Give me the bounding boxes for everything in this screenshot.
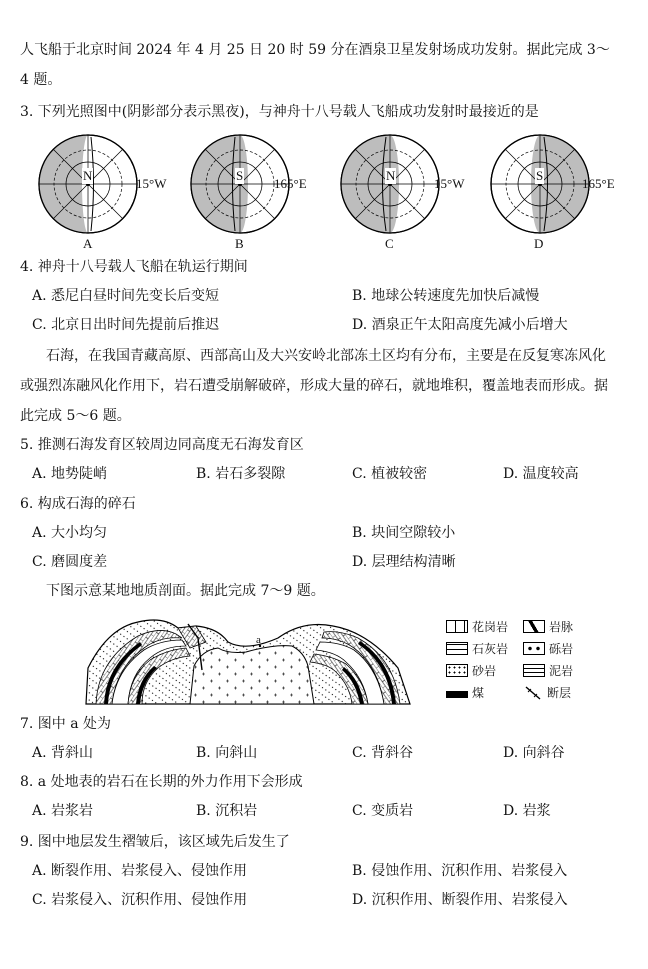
diagram-b-letter: B — [235, 236, 244, 251]
conglomerate-swatch-icon — [523, 642, 545, 655]
limestone-swatch-icon — [446, 642, 468, 655]
diagram-a-meridian: 15°W — [136, 176, 167, 191]
q7-option-b[interactable]: B. 向斜山 — [196, 745, 258, 761]
diagram-b-meridian: 165°E — [274, 176, 307, 191]
q7-option-c[interactable]: C. 背斜谷 — [352, 745, 414, 761]
q5-option-a[interactable]: A. 地势陡峭 — [32, 466, 108, 482]
diagram-b-pole: S — [236, 168, 244, 183]
legend-label-granite: 花岗岩 — [472, 620, 509, 634]
legend-label-fault: 断层 — [547, 686, 572, 700]
q8-option-b[interactable]: B. 沉积岩 — [196, 803, 258, 819]
diagram-d-meridian: 165°E — [582, 176, 615, 191]
q9-option-a[interactable]: A. 断裂作用、岩浆侵入、侵蚀作用 — [32, 863, 248, 879]
q4-option-a[interactable]: A. 悉尼白昼时间先变长后变短 — [32, 288, 220, 304]
legend-label-sandstone: 砂岩 — [472, 664, 497, 678]
diagram-d-pole: S — [536, 168, 544, 183]
q8-stem: 8. a 处地表的岩石在长期的外力作用下会形成 — [20, 774, 303, 790]
legend-label-coal: 煤 — [472, 686, 485, 700]
q9-option-d[interactable]: D. 沉积作用、断裂作用、岩浆侵入 — [352, 892, 568, 908]
diagram-d-letter: D — [534, 236, 544, 251]
diagram-c-pole: N — [386, 168, 396, 183]
dike-swatch-icon — [523, 620, 545, 633]
diagram-a-pole: N — [83, 168, 93, 183]
profile-point-a: a — [256, 634, 261, 646]
legend-limestone — [446, 640, 508, 657]
illumination-diagrams — [20, 128, 640, 258]
q9-option-c[interactable]: C. 岩浆侵入、沉积作用、侵蚀作用 — [32, 892, 248, 908]
passage2-line-2: 或强烈冻融风化作用下，岩石遭受崩解破碎，形成大量的碎石，就地堆积，覆盖地表而形成。据 — [20, 378, 608, 394]
q7-option-d[interactable]: D. 向斜谷 — [503, 745, 565, 761]
q5-stem: 5. 推测石海发育区较周边同高度无石海发育区 — [20, 437, 304, 453]
legend-coal — [446, 684, 484, 701]
diagram-a — [39, 135, 137, 233]
q8-option-a[interactable]: A. 岩浆岩 — [32, 803, 94, 819]
geological-profile — [78, 608, 438, 708]
q6-option-b[interactable]: B. 块间空隙较小 — [352, 525, 456, 541]
intro-line-1: 人飞船于北京时间 2024 年 4 月 25 日 20 时 59 分在酒泉卫星发射场成功发射。据此完成 3～ — [20, 42, 610, 58]
q5-option-c[interactable]: C. 植被较密 — [352, 466, 428, 482]
legend-granite — [446, 618, 508, 635]
legend-label-limestone: 石灰岩 — [472, 642, 509, 656]
q6-option-d[interactable]: D. 层理结构清晰 — [352, 554, 456, 570]
diagram-d — [491, 135, 589, 233]
coal-swatch-icon — [446, 691, 468, 698]
passage3: 下图示意某地地质剖面。据此完成 7～9 题。 — [46, 583, 325, 599]
q3-stem: 3. 下列光照图中(阴影部分表示黑夜)，与神舟十八号载人飞船成功发射时最接近的是 — [20, 104, 539, 120]
q8-option-c[interactable]: C. 变质岩 — [352, 803, 414, 819]
q5-option-d[interactable]: D. 温度较高 — [503, 466, 579, 482]
mudstone-swatch-icon — [523, 664, 545, 677]
q5-option-b[interactable]: B. 岩石多裂隙 — [196, 466, 286, 482]
passage2-line-3: 此完成 5～6 题。 — [20, 408, 131, 424]
diagram-c-meridian: 15°W — [434, 176, 465, 191]
legend-conglomerate — [523, 640, 573, 657]
legend-fault — [523, 684, 571, 701]
q4-option-c[interactable]: C. 北京日出时间先提前后推迟 — [32, 317, 220, 333]
diagram-a-letter: A — [83, 236, 93, 251]
sandstone-swatch-icon — [446, 664, 468, 677]
q8-option-d[interactable]: D. 岩浆 — [503, 803, 551, 819]
legend-label-conglomerate: 砾岩 — [549, 642, 574, 656]
q4-option-d[interactable]: D. 酒泉正午太阳高度先减小后增大 — [352, 317, 568, 333]
intro-line-2: 4 题。 — [20, 72, 62, 88]
q9-stem: 9. 图中地层发生褶皱后，该区域先后发生了 — [20, 834, 290, 850]
q6-stem: 6. 构成石海的碎石 — [20, 496, 136, 512]
q7-stem: 7. 图中 a 处为 — [20, 716, 112, 732]
q6-option-a[interactable]: A. 大小均匀 — [32, 525, 108, 541]
q7-option-a[interactable]: A. 背斜山 — [32, 745, 94, 761]
legend-label-dike: 岩脉 — [549, 620, 574, 634]
q4-option-b[interactable]: B. 地球公转速度先加快后减慢 — [352, 288, 540, 304]
diagram-c — [341, 135, 439, 233]
legend-mudstone — [523, 662, 573, 679]
q9-option-b[interactable]: B. 侵蚀作用、沉积作用、岩浆侵入 — [352, 863, 568, 879]
legend-label-mudstone: 泥岩 — [549, 664, 574, 678]
diagram-c-letter: C — [385, 236, 394, 251]
legend-sandstone — [446, 662, 496, 679]
passage2-line-1: 石海，在我国青藏高原、西部高山及大兴安岭北部冻土区均有分布，主要是在反复寒冻风化 — [46, 348, 606, 364]
fault-symbol-icon — [523, 686, 543, 700]
q4-stem: 4. 神舟十八号载人飞船在轨运行期间 — [20, 259, 248, 275]
legend-dike — [523, 618, 573, 635]
granite-swatch-icon — [446, 620, 468, 633]
q6-option-c[interactable]: C. 磨圆度差 — [32, 554, 108, 570]
